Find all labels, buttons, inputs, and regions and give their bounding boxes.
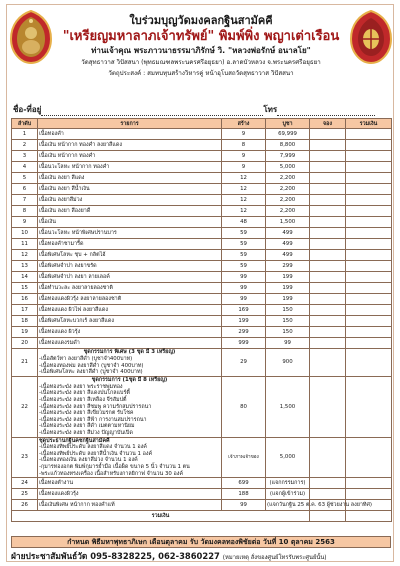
row-reserve-cell[interactable] (310, 478, 346, 489)
row-made: 59 (222, 250, 266, 261)
table-row-5 (12, 173, 392, 184)
group21-line: -เนื้อทองทองพ่ม ลงยาสีดำ (บูชาจำ 400บาท) (39, 362, 144, 369)
table-row-1 (12, 129, 392, 140)
row-item-name: เนื้อเงิน ลงยา สีน้ำเงิน (38, 184, 222, 195)
row-no: 3 (12, 151, 38, 162)
row-price: 199 (266, 294, 310, 305)
row-item-name: เนื้อทองแดง ผิวรุ้ง (38, 327, 222, 338)
grand-total-cell[interactable] (346, 511, 392, 522)
row-item-name: เนื้อนวะโลหะ หน้าพิเศษปรานบาร (38, 228, 222, 239)
row-made: 48 (222, 217, 266, 228)
row-item-name: เนื้อนวะโลหะ หน้ากาก ทองคำ (38, 162, 222, 173)
purpose-text: วัตถุประสงค์ : สมทบทุนสร้างวิหารคู่ หน้าอุโบสถวัดสุทธาวาส วิปัสสนา (108, 70, 294, 77)
row-reserve-cell[interactable] (310, 162, 346, 173)
row-made: 12 (222, 173, 266, 184)
contact-note: (หมายเหตุ สั่งของศูนย์โทรรับพระศูนย์นั้น) (222, 555, 327, 561)
row-price: (แจกผู้เข้าร่วม) (266, 489, 310, 500)
row-item-name: เนื้อเงิน (38, 217, 222, 228)
row-made: 99 (222, 283, 266, 294)
table-row-8 (12, 206, 392, 217)
row-no: 21 (12, 349, 38, 377)
row-made: 9 (222, 129, 266, 140)
row-price: 199 (266, 283, 310, 294)
row-reserve-cell[interactable] (310, 184, 346, 195)
row-no: 17 (12, 305, 38, 316)
row-price: 5,000 (266, 437, 310, 478)
row-no: 16 (12, 294, 38, 305)
row-item-name: เนื้อทองแดง ผิวไฟ ลงยาสีแดง (38, 305, 222, 316)
row-reserve-cell[interactable] (310, 283, 346, 294)
row-made: 9 (222, 151, 266, 162)
group23-line: -เนื้อทองทิพย์ประดับ ลงยาสีน้ำเงิน จำนวน 1 องค์ (39, 450, 153, 457)
table-row-19 (12, 327, 392, 338)
row-price: 900 (266, 349, 310, 377)
row-price: 299 (266, 261, 310, 272)
order-table (11, 118, 392, 522)
row-made: 59 (222, 228, 266, 239)
group23-line: -เนื้อทองทองเงิน ลงยาสีม่วง จำนวน 1 องค์ (39, 457, 138, 464)
row-price: 199 (266, 272, 310, 283)
row-reserve-cell[interactable] (310, 228, 346, 239)
group23-line: -กุมารทองอกต พิมพ์กุมารย้ำมือ เนื้อผ็ด ขนาด 5 นิ้ว จำนวน 1 ตน (39, 463, 190, 470)
row-reserve-cell[interactable] (310, 140, 346, 151)
row-no: 8 (12, 206, 38, 217)
row-reserve-cell[interactable] (310, 305, 346, 316)
row-no: 24 (12, 478, 38, 489)
row-no: 15 (12, 283, 38, 294)
row-total-cell[interactable] (346, 294, 392, 305)
row-made: 99 (222, 294, 266, 305)
row-item-name: เนื้อเงิน หน้ากาก ทองคำ (38, 151, 222, 162)
row-made: 99 (222, 272, 266, 283)
row-no: 20 (12, 338, 38, 349)
row-total-cell[interactable] (346, 129, 392, 140)
col-header-total: รวมเงิน (346, 119, 392, 129)
medal-name: "เหรียญมหาลาภเจ้าทรัพย์" พิมพ์พิ่ง พญาเต่าเรือน (62, 29, 340, 44)
row-no: 22 (12, 376, 38, 437)
group21-line: -เนื้อพิเศษโลหะ ลงยาสีดำ (บูชาจำ 400บาท) (39, 369, 143, 376)
row-reserve-cell[interactable] (310, 217, 346, 228)
row-made: 299 (222, 327, 266, 338)
table-row-24 (12, 478, 392, 489)
row-price: 499 (266, 228, 310, 239)
row-total-cell[interactable] (346, 173, 392, 184)
row-made: เจ้าภาพเจ้าของ (222, 437, 266, 478)
row-reserve-cell[interactable] (310, 294, 346, 305)
row-total-cell[interactable] (346, 184, 392, 195)
table-row-21 (12, 349, 392, 377)
row-item-name: เนื้อพิเศษโลหะ ชุบ + กลิตไฮ้ (38, 250, 222, 261)
form-header (7, 5, 395, 95)
table-row-18 (12, 316, 392, 327)
table-row-12 (12, 250, 392, 261)
table-row-7 (12, 195, 392, 206)
row-item-name: เนื้อทองคำชามารี้ด (38, 239, 222, 250)
row-made: 8 (222, 140, 266, 151)
total-reserve-cell[interactable] (310, 511, 346, 522)
group22-line: -เนื้อทองระฆัง ลงยา สีแดงปนโกลแบร์ตี้ (39, 390, 130, 397)
row-price: 150 (266, 316, 310, 327)
row-total-cell[interactable] (346, 217, 392, 228)
group23-items (38, 437, 222, 478)
group23-line: -เนื้อทองทิพย์ประดับ ลงยาสีแดง จำนวน 1 องค์ (39, 444, 147, 451)
donation-form-sheet (6, 4, 394, 562)
row-total-cell[interactable] (346, 305, 392, 316)
row-total-cell[interactable] (346, 239, 392, 250)
row-reserve-cell[interactable] (310, 338, 346, 349)
row-made: 699 (222, 478, 266, 489)
row-item-name: เนื้อเงิน ลงยาสีม่วง (38, 195, 222, 206)
row-no: 10 (12, 228, 38, 239)
row-no: 25 (12, 489, 38, 500)
row-total-cell[interactable] (346, 478, 392, 489)
row-no: 7 (12, 195, 38, 206)
col-header-reserve: จอง (310, 119, 346, 129)
row-total-cell[interactable] (346, 376, 392, 437)
col-header-made: สร้าง (222, 119, 266, 129)
row-no: 5 (12, 173, 38, 184)
table-row-23 (12, 437, 392, 478)
row-reserve-cell[interactable] (310, 129, 346, 140)
row-item-name: เนื้อเงิน ลงยา สีองยาดี (38, 206, 222, 217)
col-header-item: รายการ (38, 119, 222, 129)
row-item-name: เนื้อทองแดงผิวรุ้ง (38, 489, 222, 500)
group21-line: -เนื้อสัตว์ทา ลงยาสีดำ (บูชาจำ400บาท) (39, 356, 133, 362)
row-price: 1,500 (266, 376, 310, 437)
row-reserve-cell[interactable] (310, 316, 346, 327)
row-no: 9 (12, 217, 38, 228)
row-reserve-cell[interactable] (310, 239, 346, 250)
medal-back-image (349, 9, 393, 65)
contact-phones: ฝ่ายประชาสัมพันธ์วัด 095-8328225, 062-3860227 (11, 551, 220, 561)
group22-line: -เนื้อทองระฆัง ลงยา สีดำ เมตตามหานิยม (39, 423, 135, 430)
row-price: 99 (266, 338, 310, 349)
row-made: 199 (222, 316, 266, 327)
row-reserve-cell[interactable] (310, 250, 346, 261)
row-item-name: เนื้อทำนวะละ ลงยาลายลองชาติ (38, 283, 222, 294)
row-price: 1,500 (266, 217, 310, 228)
row-no: 14 (12, 272, 38, 283)
table-total-row (12, 511, 392, 522)
table-row-13 (12, 261, 392, 272)
row-no: 11 (12, 239, 38, 250)
row-total-cell[interactable] (346, 228, 392, 239)
table-row-25 (12, 489, 392, 500)
row-item-name: เนื้อเงิน หน้ากาก ทองคำ ลงยาสีแดง (38, 140, 222, 151)
row-reserve-cell[interactable] (310, 261, 346, 272)
table-row-26 (12, 500, 392, 511)
col-header-no: ลำดับ (12, 119, 38, 129)
row-reserve-cell[interactable] (310, 327, 346, 338)
row-item-name: เนื้อทองแดงรมดำ (38, 338, 222, 349)
table-row-15 (12, 283, 392, 294)
monk-name: ท่านเจ้าคุณ พระภาวนาธรรมาภิรักษ์ วิ. "หลวงพ่อรักษ์ อนาลโย" (91, 46, 311, 55)
total-label: รวมเงิน (12, 511, 310, 522)
row-total-cell[interactable] (346, 140, 392, 151)
row-price: 7,999 (266, 151, 310, 162)
row-price: 150 (266, 305, 310, 316)
table-row-22 (12, 376, 392, 437)
row-price: 2,200 (266, 195, 310, 206)
row-made: 169 (222, 305, 266, 316)
row-made: 99 (222, 500, 266, 511)
table-row-2 (12, 140, 392, 151)
table-header-row (12, 119, 392, 129)
row-item-name: เนื้อพิเศษโลหะบวกเร้ ลงยาสีแดง (38, 316, 222, 327)
row-reserve-cell[interactable] (310, 195, 346, 206)
row-no: 6 (12, 184, 38, 195)
row-item-name: เนื้อทองคำ (38, 129, 222, 140)
row-price: 2,200 (266, 206, 310, 217)
row-total-cell[interactable] (346, 195, 392, 206)
group22-line: -เนื้อทองระฆัง ลงยา สีเหลือง จีรสัมปติ์ (39, 396, 127, 403)
row-reserve-cell[interactable] (310, 206, 346, 217)
table-row-16 (12, 294, 392, 305)
group22-items (38, 376, 222, 437)
table-row-4 (12, 162, 392, 173)
group23-line: -พระแก้วทองทรงเครื่อง เนื้อสำหรับงกาลยิกาฟ จำนวน 30 องค์ (39, 470, 183, 477)
row-made: 12 (222, 184, 266, 195)
row-total-cell[interactable] (346, 272, 392, 283)
row-no: 4 (12, 162, 38, 173)
row-total-cell[interactable] (346, 327, 392, 338)
row-made: 59 (222, 239, 266, 250)
row-total-cell[interactable] (346, 316, 392, 327)
row-reserve-cell[interactable] (310, 376, 346, 437)
table-row-10 (12, 228, 392, 239)
table-row-3 (12, 151, 392, 162)
row-no: 18 (12, 316, 38, 327)
row-reserve-cell[interactable] (310, 349, 346, 377)
group22-line: -เนื้อทองระฆัง ลงยา สีฟ้า การงานสมปรารถนา (39, 416, 147, 423)
table-row-14 (12, 272, 392, 283)
temple-address: วัดสุทธาวาส วิปัสสนา (พุทธมณฑลพระนครศรีอยุธยา) อ.ลาดบัวหลวง จ.พระนครศรีอยุธยา (81, 59, 321, 66)
row-item-name: เนื้อเงินพิเศษ หน้ากาก ทองคำแท้ (38, 500, 222, 511)
row-no: 13 (12, 261, 38, 272)
row-price: 2,200 (266, 184, 310, 195)
row-item-name: เนื้อทองแดงผิวรุ้ง ลงยาลายลองชาติ (38, 294, 222, 305)
row-total-cell[interactable] (346, 489, 392, 500)
row-made: 59 (222, 261, 266, 272)
row-total-cell[interactable] (346, 151, 392, 162)
row-item-name: เนื้อพิเศษจำปา ลงยา ลายเลอค์ (38, 272, 222, 283)
row-made: 188 (222, 489, 266, 500)
group22-line: -เนื้อทองระฆัง ลงยา สีม่วง ปัญญาบันเปิด (39, 429, 133, 436)
col-header-price: บูชา (266, 119, 310, 129)
table-row-17 (12, 305, 392, 316)
row-reserve-cell[interactable] (310, 272, 346, 283)
group23-title: ชุดประธานกฐินคชกฐินสามัคคี (39, 437, 110, 444)
row-made: 12 (222, 206, 266, 217)
row-no: 23 (12, 437, 38, 478)
row-price: (แจกวันกฐิน 25 ต.ค. 63 ผู้ช่วยงาน ลงยาทิศ) (266, 500, 310, 511)
row-reserve-cell[interactable] (310, 437, 346, 478)
row-price: 150 (266, 327, 310, 338)
row-made: 80 (222, 376, 266, 437)
row-price: 5,000 (266, 162, 310, 173)
row-no: 2 (12, 140, 38, 151)
row-total-cell[interactable] (346, 250, 392, 261)
row-no: 1 (12, 129, 38, 140)
row-no: 26 (12, 500, 38, 511)
group21-items (38, 349, 222, 377)
group22-line: -เนื้อทองระฆัง ลงยา สีชมพู ความรักสมปรารถนา (39, 403, 152, 410)
row-item-name: เนื้อพิเศษจำปา ลงยาขรัด (38, 261, 222, 272)
row-total-cell[interactable] (346, 206, 392, 217)
row-total-cell[interactable] (346, 261, 392, 272)
row-item-name: เนื้อทองตำงาน (38, 478, 222, 489)
row-made: 999 (222, 338, 266, 349)
row-made: 9 (222, 162, 266, 173)
group21-title: ชุดกรรมการ พิเศษ (3 ชุด มี 3 เหรียญ) (83, 349, 176, 355)
table-row-20 (12, 338, 392, 349)
table-row-6 (12, 184, 392, 195)
row-reserve-cell[interactable] (310, 173, 346, 184)
row-price: 2,200 (266, 173, 310, 184)
row-total-cell[interactable] (346, 283, 392, 294)
row-item-name: เนื้อเงิน ลงยา สีแดง (38, 173, 222, 184)
form-title: ใบร่วมบุญวัดมงคลกฐินสามัคคี (129, 14, 273, 27)
row-made: 29 (222, 349, 266, 377)
group22-line: -เนื้อทองระฆัง ลงยา พระราชพุ่มทอง (39, 383, 123, 390)
name-address-label: ชื่อ-ที่อยู่ (13, 105, 42, 114)
row-price: 8,800 (266, 140, 310, 151)
row-price: 499 (266, 250, 310, 261)
contact-line (11, 550, 391, 563)
row-reserve-cell[interactable] (310, 151, 346, 162)
row-no: 12 (12, 250, 38, 261)
table-row-9 (12, 217, 392, 228)
medal-front-image (9, 9, 53, 65)
name-address-field[interactable] (13, 103, 389, 115)
row-price: 69,999 (266, 129, 310, 140)
ceremony-schedule: กำหนด พิธีมหาพุทธาภิเษก เดือนตุลาคม รับ วัดมงคลทองพิชัยต่อ วันที่ 10 ตุลาคม 2563 (11, 536, 391, 548)
row-total-cell[interactable] (346, 162, 392, 173)
row-reserve-cell[interactable] (310, 489, 346, 500)
table-row-11 (12, 239, 392, 250)
group22-title: ชุดกรรมการ (1ชุด มี 8 เหรียญ) (91, 376, 168, 383)
row-made: 12 (222, 195, 266, 206)
phone-label: โทร (263, 105, 278, 114)
row-total-cell[interactable] (346, 338, 392, 349)
row-total-cell[interactable] (346, 349, 392, 377)
row-no: 19 (12, 327, 38, 338)
row-price: (แจกกรรมการ) (266, 478, 310, 489)
row-price: 499 (266, 239, 310, 250)
group22-line: -เนื้อทองระฆัง ลงยา สีเขียวมรกต รับโชค (39, 410, 134, 417)
row-total-cell[interactable] (346, 437, 392, 478)
